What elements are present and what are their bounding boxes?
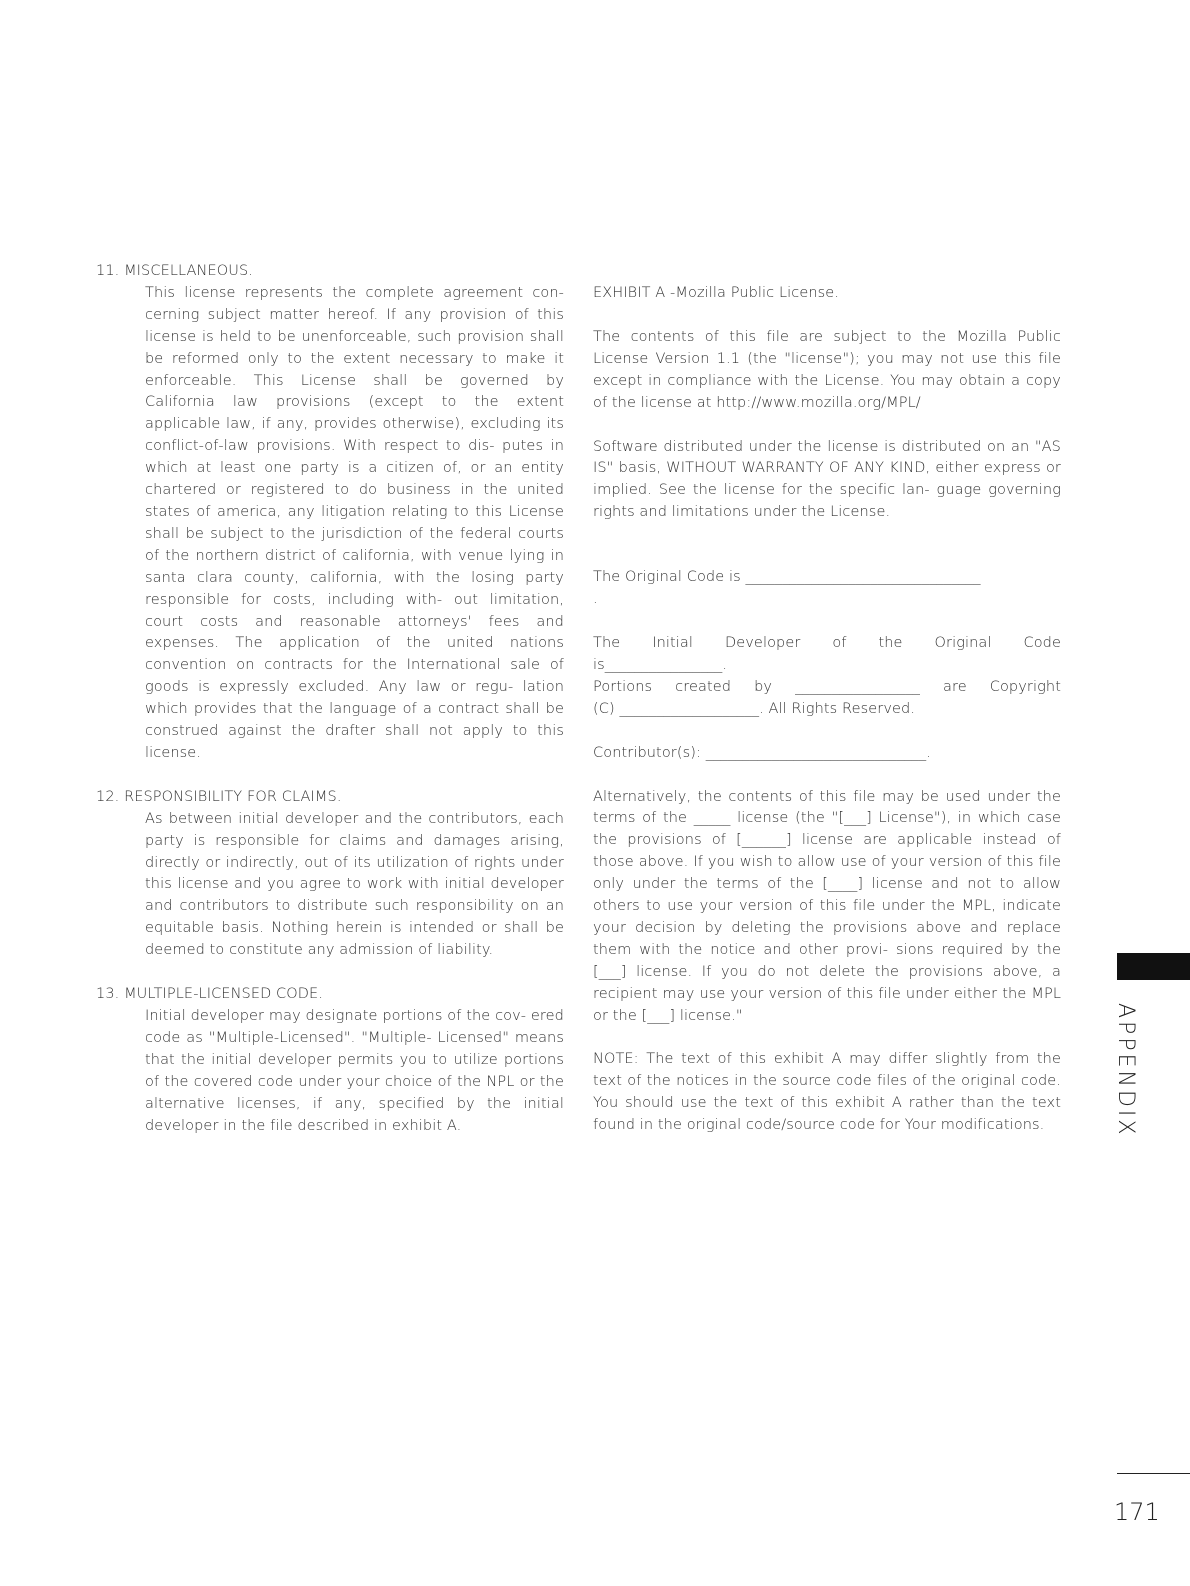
section-12-body: As between initial developer and the contributors, each party is responsible for claims and damages arising, directly or indirectly, out of its utilization of rights under this license and you agree to work with initial developer and contributors to distribute such responsibility on an equitable basis. Nothing herein is intended or shall be deemed to constitute any admission of liability.	[145, 810, 564, 959]
initial-developer-blank: is________________.	[593, 656, 728, 673]
section-13-body: Initial developer may designate portions of the cov- ered code as "Multiple-Licensed". "Multiple- Licensed" means that the initial developer permits you to utilize portions of the covered code under your choice of the NPL or the alternative licenses, if any, specified by the initial developer in the file described in exhibit A.	[145, 1008, 564, 1134]
footer-divider	[1117, 1473, 1190, 1474]
contributors-line: Contributor(s): ______________________________.	[593, 744, 931, 761]
section-11-heading: 11. MISCELLANEOUS.	[96, 263, 254, 279]
initial-developer-line: The Initial Developer of the Original Code	[593, 634, 1061, 651]
section-spacer	[96, 765, 564, 787]
original-code-period: .	[593, 591, 598, 608]
appendix-tab-label: APPENDIX	[1113, 1003, 1138, 1138]
left-column	[96, 261, 564, 1137]
section-13-heading: 13. MULTIPLE-LICENSED CODE.	[96, 986, 324, 1003]
exhibit-title: EXHIBIT A -Mozilla Public License.	[593, 285, 840, 301]
warranty-paragraph: Software distributed under the license is distributed on an "AS IS" basis, WITHOUT WARRANTY OF ANY KIND, either express or implied. See the license for the specific lan- guage governing rights and limitations under the License.	[593, 438, 1061, 521]
section-11-body: This license represents the complete agreement con- cerning subject matter hereof. If any provision of this license is held to be unenforceable, such provision shall be reformed only to the extent necessary to make it enforceable. This License shall be governed by California law provisions (except to the extent applicable law, if any, provides otherwise), excluding its conflict-of-law provisions. With respect to dis- putes in which at least one party is a citizen of, or an entity chartered or registered to do business in the united states of america, any litigation relating to this License shall be subject to the jurisdiction of the federal courts of the northern district of california, with venue lying in santa clara county, california, with the losing party responsible for costs, including with- out limitation, court costs and reasonable attorneys' fees and expenses. The application of the united nations convention on contracts for the International sale of goods is expressly excluded. Any law or regu- lation which provides that the language of a contract shall be construed against the drafter shall not apply to this license.	[145, 284, 564, 761]
note-paragraph: NOTE: The text of this exhibit A may differ slightly from the text of the notices in the source code files of the original code. You should use the text of this exhibit A rather than the text found in the original code/source code for Your modifications.	[593, 1051, 1061, 1134]
original-code-line: The Original Code is ________________________________	[593, 569, 981, 586]
contents-paragraph: The contents of this file are subject to the Mozilla Public License Version 1.1 (the "license"); you may not use this file except in compliance with the License. You may obtain a copy of the license at http://www.mozilla.org/MPL/	[593, 328, 1061, 411]
section-12-heading: 12. RESPONSIBILITY FOR CLAIMS.	[96, 788, 342, 805]
rights-reserved-line: (C) ___________________. All Rights Reserved.	[593, 700, 916, 717]
alternatively-paragraph: Alternatively, the contents of this file may be used under the terms of the _____ license (the "[___] License"), in which case the provisions of [______] license are applicable instead of those above. If you wish to allow use of your version of this file only under the terms of the [____] license and not to allow others to use your version of this file under the MPL, indicate your decision by deleting the provisions above and replace them with the notice and other provi- sions required by the [___] license. If you do not delete the provisions above, a recipient may use your version of this file under either the MPL or the [___] license."	[593, 788, 1061, 1024]
section-spacer	[96, 962, 564, 984]
appendix-tab-marker	[1117, 953, 1190, 980]
page-number: 171	[1114, 1498, 1160, 1526]
portions-created-line: Portions created by _________________ are Copyright	[593, 678, 1061, 695]
right-column	[593, 283, 1061, 1137]
